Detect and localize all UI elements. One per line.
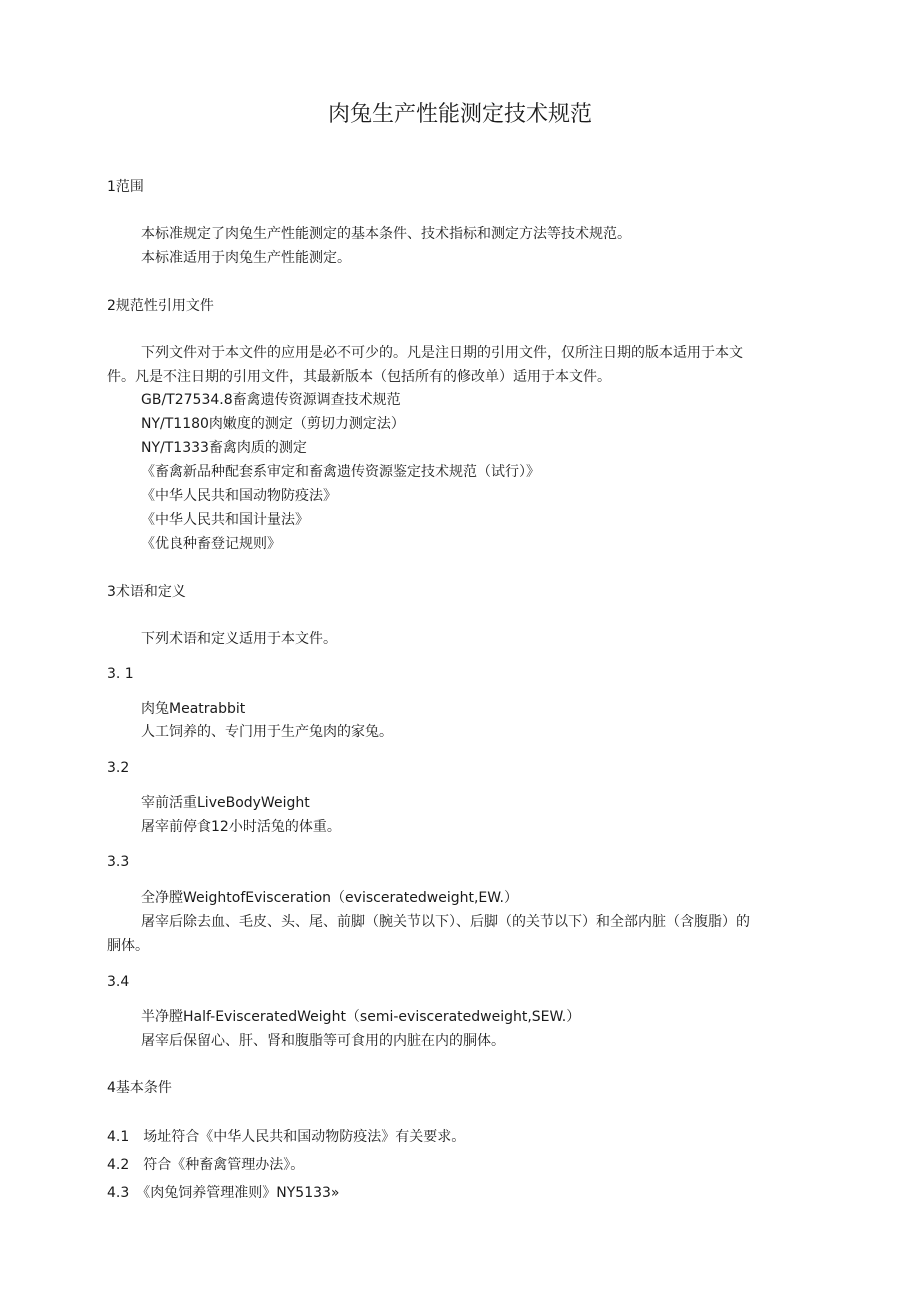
reference-item: 《中华人民共和国动物防疫法》	[141, 488, 337, 504]
reference-item: 《畜禽新品种配套系审定和畜禽遗传资源鉴定技术规范（试行）》	[141, 464, 540, 480]
term-definition: 人工饲养的、专门用于生产兔肉的家兔。	[141, 724, 393, 740]
section-heading-4: 4基本条件	[107, 1080, 172, 1096]
reference-item: 《中华人民共和国计量法》	[141, 512, 309, 528]
paragraph: 下列文件对于本文件的应用是必不可少的。凡是注日期的引用文件，仅所注日期的版本适用于本文	[141, 345, 743, 361]
reference-item: NY/T1333畜禽肉质的测定	[141, 440, 307, 456]
reference-item: 《优良种畜登记规则》	[141, 536, 281, 552]
paragraph: 件。凡是不注日期的引用文件，其最新版本（包括所有的修改单）适用于本文件。	[107, 369, 611, 385]
term-number: 3.4	[107, 974, 130, 990]
term-definition: 屠宰前停食12小时活兔的体重。	[141, 819, 341, 835]
document-title: 肉兔生产性能测定技术规范	[327, 102, 592, 127]
section-heading-2: 2规范性引用文件	[107, 298, 214, 314]
term-definition: 屠宰后除去血、毛皮、头、尾、前脚（腕关节以下）、后脚（的关节以下）和全部内脏（含腹脂）的	[141, 914, 750, 930]
paragraph: 本标准适用于肉兔生产性能测定。	[141, 250, 351, 266]
term-definition-continued: 胴体。	[107, 938, 149, 954]
condition-item: 4.3 《肉兔饲养管理准则》NY5133»	[107, 1185, 340, 1201]
condition-item: 4.2 符合《种畜禽管理办法》。	[107, 1157, 305, 1173]
term-number: 3.2	[107, 760, 130, 776]
reference-item: GB/T27534.8畜禽遗传资源调查技术规范	[141, 392, 401, 408]
section-heading-3: 3术语和定义	[107, 584, 186, 600]
term-number: 3.3	[107, 854, 130, 870]
paragraph: 本标准规定了肉兔生产性能测定的基本条件、技术指标和测定方法等技术规范。	[141, 226, 631, 242]
term-number: 3. 1	[107, 666, 134, 682]
term-name: 全净膛WeightofEvisceration（evisceratedweight,EW.）	[141, 890, 518, 906]
reference-item: NY/T1180肉嫩度的测定（剪切力测定法）	[141, 416, 405, 432]
term-name: 肉兔Meatrabbit	[141, 701, 246, 717]
term-name: 半净膛Half-EvisceratedWeight（semi-evisceratedweight,SEW.）	[141, 1009, 581, 1025]
paragraph: 下列术语和定义适用于本文件。	[141, 631, 337, 647]
term-name: 宰前活重LiveBodyWeight	[141, 795, 310, 811]
term-definition: 屠宰后保留心、肝、肾和腹脂等可食用的内脏在内的胴体。	[141, 1033, 505, 1049]
condition-item: 4.1 场址符合《中华人民共和国动物防疫法》有关要求。	[107, 1129, 466, 1145]
section-heading-1: 1范围	[107, 179, 144, 195]
